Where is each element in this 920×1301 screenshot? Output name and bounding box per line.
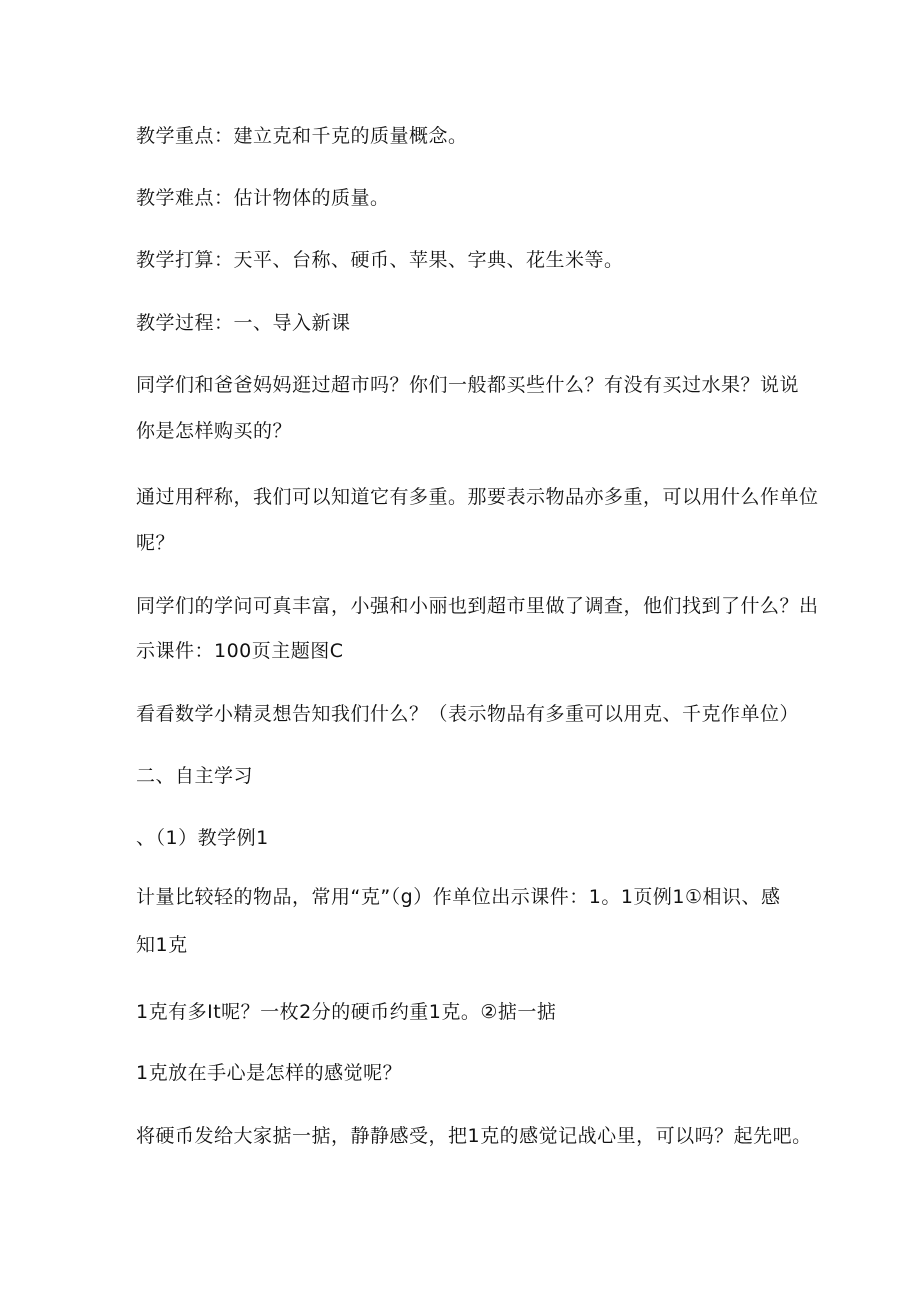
paragraph-line: 计量比较轻的物品，常用“克”（g）作单位出示课件：1。1页例1①相识、感 [136,886,781,908]
teaching-preparation-line: 教学打算：天平、台称、硬币、苹果、字典、花生米等。 [136,249,624,271]
paragraph-line: 知1克 [136,934,188,956]
example-heading: 、（1）教学例1 [136,827,269,849]
paragraph-line: 同学们和爸爸妈妈逛过超市吗？你们一般都买些什么？有没有买过水果？说说 [136,374,800,396]
paragraph-line: 通过用秤称，我们可以知道它有多重。那要表示物品亦多重，可以用什么作单位 [136,486,819,508]
paragraph-line: 1克放在手心是怎样的感觉呢？ [136,1062,403,1084]
paragraph-line: 示课件：100页主题图C [136,640,344,662]
paragraph-line: 你是怎样购买的？ [136,420,293,442]
teaching-process-heading: 教学过程：一、导入新课 [136,312,351,334]
teaching-focus-line: 教学重点：建立克和千克的质量概念。 [136,125,468,147]
paragraph-line: 将硬币发给大家掂一掂，静静感受，把1克的感觉记战心里，可以吗？起先吧。 [136,1125,812,1147]
paragraph-line: 看看数学小精灵想告知我们什么？（表示物品有多重可以用克、千克作单位） [136,703,800,725]
section-heading: 二、自主学习 [136,765,254,787]
paragraph-line: 同学们的学问可真丰富，小强和小丽也到超市里做了调查，他们找到了什么？出 [136,595,819,617]
teaching-difficulty-line: 教学难点：估计物体的质量。 [136,187,390,209]
paragraph-line: 1克有多It呢？一枚2分的硬币约重1克。②掂一掂 [136,1001,557,1023]
paragraph-line: 呢？ [136,532,176,554]
